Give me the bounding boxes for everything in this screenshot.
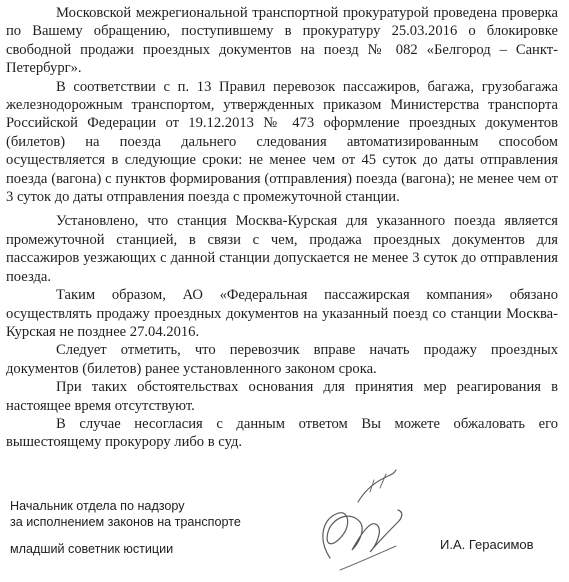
- signatory-rank: младший советник юстиции: [10, 542, 174, 556]
- signatory-name: И.А. Герасимов: [440, 537, 534, 552]
- paragraph-rules: В соответствии с п. 13 Правил перевозок пассажиров, багажа, грузобагажа железнодорожным транспортом, утвержденных приказом Министерства транспорта Российской Федерации от 19.12.2013 № 473 оформление проездных документов (билетов) на поезда дальнего следования автоматизированным способом осуществляется в следующие сроки: не менее чем от 45 суток до даты отправления поезда (вагона) с пунктов формирования (отправления) поезда (вагона); не менее чем от 3 суток до даты отправления поезда с промежуточной станции.: [6, 78, 558, 206]
- signatory-position: [10, 498, 330, 530]
- paragraph-intro: Московской межрегиональной транспортной прокуратурой проведена проверка по Вашему обращению, поступившему в прокуратуру 25.03.2016 о блокировке свободной продажи проездных документов на поезд № 082 «Белгород – Санкт-Петербург».: [6, 5, 558, 77]
- paragraph-appeal: В случае несогласия с данным ответом Вы можете обжаловать его вышестоящему прокурору либо в суд.: [6, 415, 558, 451]
- position-line-1: Начальник отдела по надзору: [10, 499, 185, 513]
- paragraph-note: Следует отметить, что перевозчик вправе начать продажу проездных документов (билетов) ранее установленного законом срока.: [6, 342, 558, 377]
- handwritten-signature: [300, 462, 420, 580]
- paragraph-no-measures: При таких обстоятельствах основания для принятия мер реагирования в настоящее время отсутствуют.: [6, 379, 558, 414]
- position-line-2: за исполнением законов на транспорте: [10, 515, 241, 529]
- letter-body: [6, 4, 558, 452]
- paragraph-station: Установлено, что станция Москва-Курская для указанного поезда является промежуточной станцией, в связи с чем, продажа проездных документов для пассажиров уезжающих с данной станции допускается не менее 3 суток до отправления поезда.: [6, 213, 558, 285]
- paragraph-conclusion: Таким образом, АО «Федеральная пассажирская компания» обязано осуществлять продажу проездных документов на указанный поезд со станции Москва-Курская не позднее 27.04.2016.: [6, 287, 558, 340]
